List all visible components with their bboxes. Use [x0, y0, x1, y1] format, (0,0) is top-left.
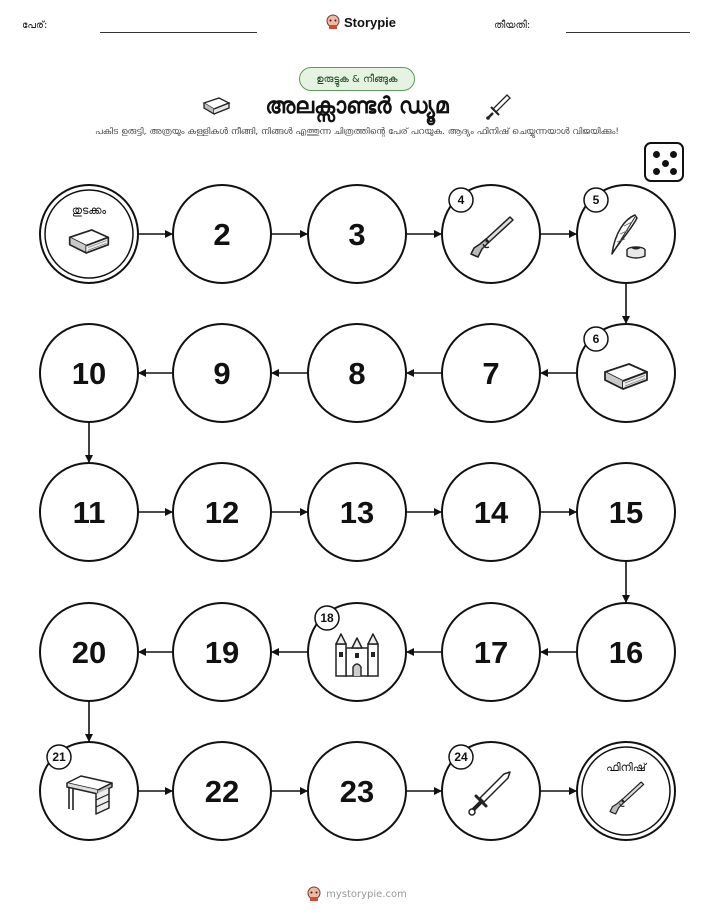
space-number: 12 [204, 495, 240, 530]
space-number: 21 [52, 750, 66, 764]
board-space-23 [308, 742, 406, 840]
board-space-19 [173, 603, 271, 701]
space-number: 22 [204, 774, 240, 809]
space-number: 9 [213, 356, 231, 391]
space-number: 10 [71, 356, 107, 391]
board-space-18 [308, 603, 406, 701]
space-number: 24 [454, 750, 468, 764]
board-space-6 [577, 324, 675, 422]
space-number: 8 [348, 356, 366, 391]
board-space-10 [40, 324, 138, 422]
start-label: തുടക്കം [71, 204, 107, 217]
board-space-7 [442, 324, 540, 422]
space-number: 2 [213, 217, 231, 252]
footer-mascot-icon [307, 886, 321, 902]
space-number: 15 [608, 495, 644, 530]
board-space-12 [173, 463, 271, 561]
space-number: 18 [320, 611, 334, 625]
instructions: പകിട ഉരുട്ടി, അത്രയും കള്ളികൾ നീങ്ങി, നിങ്ങൾ എത്തുന്ന ചിത്രത്തിന്റെ പേര് പറയുക. ആദ്യം ഫിനിഷ് ചെയ്യുന്നയാൾ വിജയിക്കും! [95, 127, 619, 137]
space-number: 13 [339, 495, 375, 530]
board-space-11 [40, 463, 138, 561]
board-space-20 [40, 603, 138, 701]
board-space-3 [308, 185, 406, 283]
space-number: 3 [348, 217, 366, 252]
board-space-25 [577, 742, 675, 840]
board-space-1 [40, 185, 138, 283]
board-space-5 [577, 185, 675, 283]
board-space-9 [173, 324, 271, 422]
space-number: 19 [204, 635, 240, 670]
space-number: 11 [72, 495, 106, 530]
board-space-14 [442, 463, 540, 561]
space-number: 20 [71, 635, 107, 670]
space-number: 6 [592, 332, 600, 346]
space-number: 17 [473, 635, 509, 670]
board-spaces [40, 185, 675, 840]
space-circle [577, 742, 675, 840]
space-number: 16 [608, 635, 644, 670]
castle-icon [336, 634, 378, 676]
footer [0, 886, 714, 902]
brand-name: Storypie [344, 14, 397, 30]
board-space-21 [40, 742, 138, 840]
name-label: പേര്: [22, 20, 48, 31]
board-space-2 [173, 185, 271, 283]
board-space-16 [577, 603, 675, 701]
footer-url: mystorypie.com [326, 888, 407, 900]
space-number: 23 [339, 774, 375, 809]
board-space-15 [577, 463, 675, 561]
space-number: 14 [473, 495, 509, 530]
board-space-24 [442, 742, 540, 840]
page-title: അലക്സാണ്ടർ ഡ്യൂമ [265, 93, 449, 119]
board-space-13 [308, 463, 406, 561]
board-space-17 [442, 603, 540, 701]
date-label: തീയതി: [494, 20, 531, 31]
activity-badge: ഉരുട്ടുക & നീങ്ങുക [299, 67, 415, 91]
space-number: 4 [457, 193, 465, 207]
board-space-8 [308, 324, 406, 422]
finish-label: ഫിനിഷ് [606, 761, 646, 774]
space-number: 5 [592, 193, 600, 207]
board-space-22 [173, 742, 271, 840]
space-number: 7 [482, 356, 500, 391]
board-space-4 [442, 185, 540, 283]
